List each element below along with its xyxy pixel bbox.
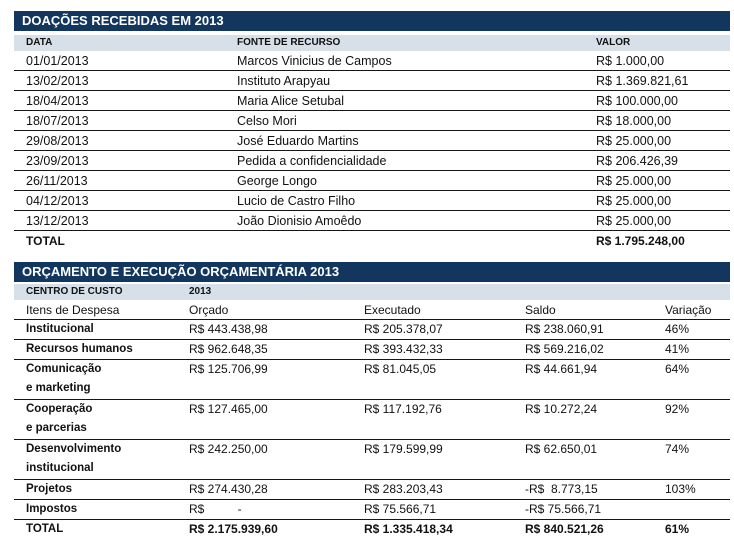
budget-item-line: Institucional: [26, 323, 94, 335]
donation-row: [14, 191, 730, 211]
budget-row: [14, 480, 730, 500]
budget-variation: 64%: [665, 362, 690, 376]
budget-total-balance: R$ 840.521,26: [525, 522, 604, 536]
budget-item-line: Desenvolvimento: [26, 443, 122, 455]
budget-item: [26, 440, 121, 478]
donation-source: João Dionisio Amoêdo: [237, 214, 362, 228]
total-value: R$ 1.795.248,00: [596, 234, 685, 248]
donation-source: Maria Alice Setubal: [237, 94, 345, 108]
donation-source: Marcos Vinicius de Campos: [237, 54, 392, 68]
donation-value: R$ 1.000,00: [596, 54, 665, 68]
subheader-variation: Variação: [665, 303, 712, 317]
budget-row: [14, 340, 730, 360]
budget-executed: R$ 283.203,43: [364, 482, 443, 496]
budget-budgeted: R$ 242.250,00: [189, 442, 268, 456]
budget-budgeted: R$ 962.648,35: [189, 342, 268, 356]
donation-date: 23/09/2013: [26, 154, 89, 168]
donation-row: [14, 211, 730, 231]
budget-row: [14, 440, 730, 480]
donation-row: [14, 131, 730, 151]
budget-total-variation: 61%: [665, 522, 690, 536]
budget-item-line: e marketing: [26, 382, 91, 394]
budget-balance: R$ 44.661,94: [525, 362, 598, 376]
header-cost-center: CENTRO DE CUSTO: [26, 286, 123, 297]
donation-date: 18/07/2013: [26, 114, 89, 128]
budget-executed: R$ 393.432,33: [364, 342, 443, 356]
donation-source: Lucio de Castro Filho: [237, 194, 356, 208]
subheader-balance: Saldo: [525, 303, 556, 317]
budget-total-executed: R$ 1.335.418,34: [364, 522, 453, 536]
donation-date: 04/12/2013: [26, 194, 89, 208]
donation-row: [14, 91, 730, 111]
donations-total-row: [14, 231, 730, 251]
budget-item: [26, 400, 92, 438]
budget-item-line: institucional: [26, 462, 94, 474]
donation-value: R$ 25.000,00: [596, 174, 672, 188]
header-source: FONTE DE RECURSO: [237, 37, 341, 48]
budget-item-line: Impostos: [26, 503, 78, 515]
donation-source: Celso Mori: [237, 114, 297, 128]
donation-row: [14, 71, 730, 91]
donation-source: Pedida a confidencialidade: [237, 154, 387, 168]
budget-variation: 92%: [665, 402, 690, 416]
budget-subheader-row: [14, 301, 730, 320]
budget-balance: R$ 569.216,02: [525, 342, 604, 356]
donation-value: R$ 25.000,00: [596, 214, 672, 228]
donation-row: [14, 111, 730, 131]
budget-row: [14, 360, 730, 400]
budget-row: [14, 320, 730, 340]
donation-value: R$ 100.000,00: [596, 94, 679, 108]
donation-row: [14, 151, 730, 171]
budget-total-label: TOTAL: [26, 523, 64, 535]
budget-executed: R$ 75.566,71: [364, 502, 437, 516]
budget-item-line: Comunicação: [26, 363, 102, 375]
subheader-budgeted: Orçado: [189, 303, 229, 317]
donation-date: 13/12/2013: [26, 214, 89, 228]
budget-item: [26, 500, 77, 519]
budget-budgeted: R$ 125.706,99: [189, 362, 268, 376]
budget-item-line: Cooperação: [26, 403, 93, 415]
budget-item-line: e parcerias: [26, 422, 87, 434]
budget-balance: R$ 238.060,91: [525, 322, 604, 336]
budget-row: [14, 500, 730, 520]
donation-date: 18/04/2013: [26, 94, 89, 108]
donation-date: 26/11/2013: [26, 174, 88, 188]
donation-source: José Eduardo Martins: [237, 134, 359, 148]
donation-value: R$ 25.000,00: [596, 194, 672, 208]
budget-title: ORÇAMENTO E EXECUÇÃO ORÇAMENTÁRIA 2013: [14, 262, 730, 282]
budget-item: [26, 320, 94, 339]
donation-date: 13/02/2013: [26, 74, 89, 88]
budget-balance: -R$ 75.566,71: [525, 502, 602, 516]
budget-item: [26, 360, 101, 398]
donations-column-headers: [14, 35, 730, 51]
budget-variation: 103%: [665, 482, 696, 496]
donation-value: R$ 206.426,39: [596, 154, 679, 168]
budget-column-headers: [14, 284, 730, 300]
budget-budgeted: R$ 127.465,00: [189, 402, 268, 416]
budget-variation: 41%: [665, 342, 690, 356]
header-date: DATA: [26, 37, 53, 48]
budget-item: [26, 340, 133, 359]
donation-value: R$ 25.000,00: [596, 134, 672, 148]
donation-source: Instituto Arapyau: [237, 74, 331, 88]
donation-date: 29/08/2013: [26, 134, 89, 148]
budget-executed: R$ 179.599,99: [364, 442, 443, 456]
donation-row: [14, 171, 730, 191]
budget-item: [26, 480, 72, 499]
budget-budgeted: R$ 443.438,98: [189, 322, 268, 336]
budget-variation: 74%: [665, 442, 690, 456]
donation-value: R$ 18.000,00: [596, 114, 672, 128]
budget-item-line: Recursos humanos: [26, 343, 133, 355]
subheader-executed: Executado: [364, 303, 421, 317]
donation-row: [14, 51, 730, 71]
budget-executed: R$ 81.045,05: [364, 362, 437, 376]
total-label: TOTAL: [26, 234, 65, 248]
subheader-item: Itens de Despesa: [26, 303, 120, 317]
donation-date: 01/01/2013: [26, 54, 89, 68]
header-value: VALOR: [596, 37, 631, 48]
budget-row: [14, 400, 730, 440]
budget-total-row: [14, 520, 730, 540]
budget-budgeted: R$ -: [189, 502, 242, 516]
header-year: 2013: [189, 286, 212, 297]
budget-executed: R$ 117.192,76: [364, 402, 442, 416]
budget-balance: R$ 62.650,01: [525, 442, 598, 456]
budget-total-budgeted: R$ 2.175.939,60: [189, 522, 278, 536]
budget-variation: 46%: [665, 322, 690, 336]
budget-item-line: Projetos: [26, 483, 73, 495]
budget-executed: R$ 205.378,07: [364, 322, 443, 336]
donation-source: George Longo: [237, 174, 317, 188]
budget-balance: -R$ 8.773,15: [525, 482, 598, 496]
budget-balance: R$ 10.272,24: [525, 402, 598, 416]
donations-title: DOAÇÕES RECEBIDAS EM 2013: [14, 11, 730, 31]
budget-budgeted: R$ 274.430,28: [189, 482, 268, 496]
donation-value: R$ 1.369.821,61: [596, 74, 689, 88]
